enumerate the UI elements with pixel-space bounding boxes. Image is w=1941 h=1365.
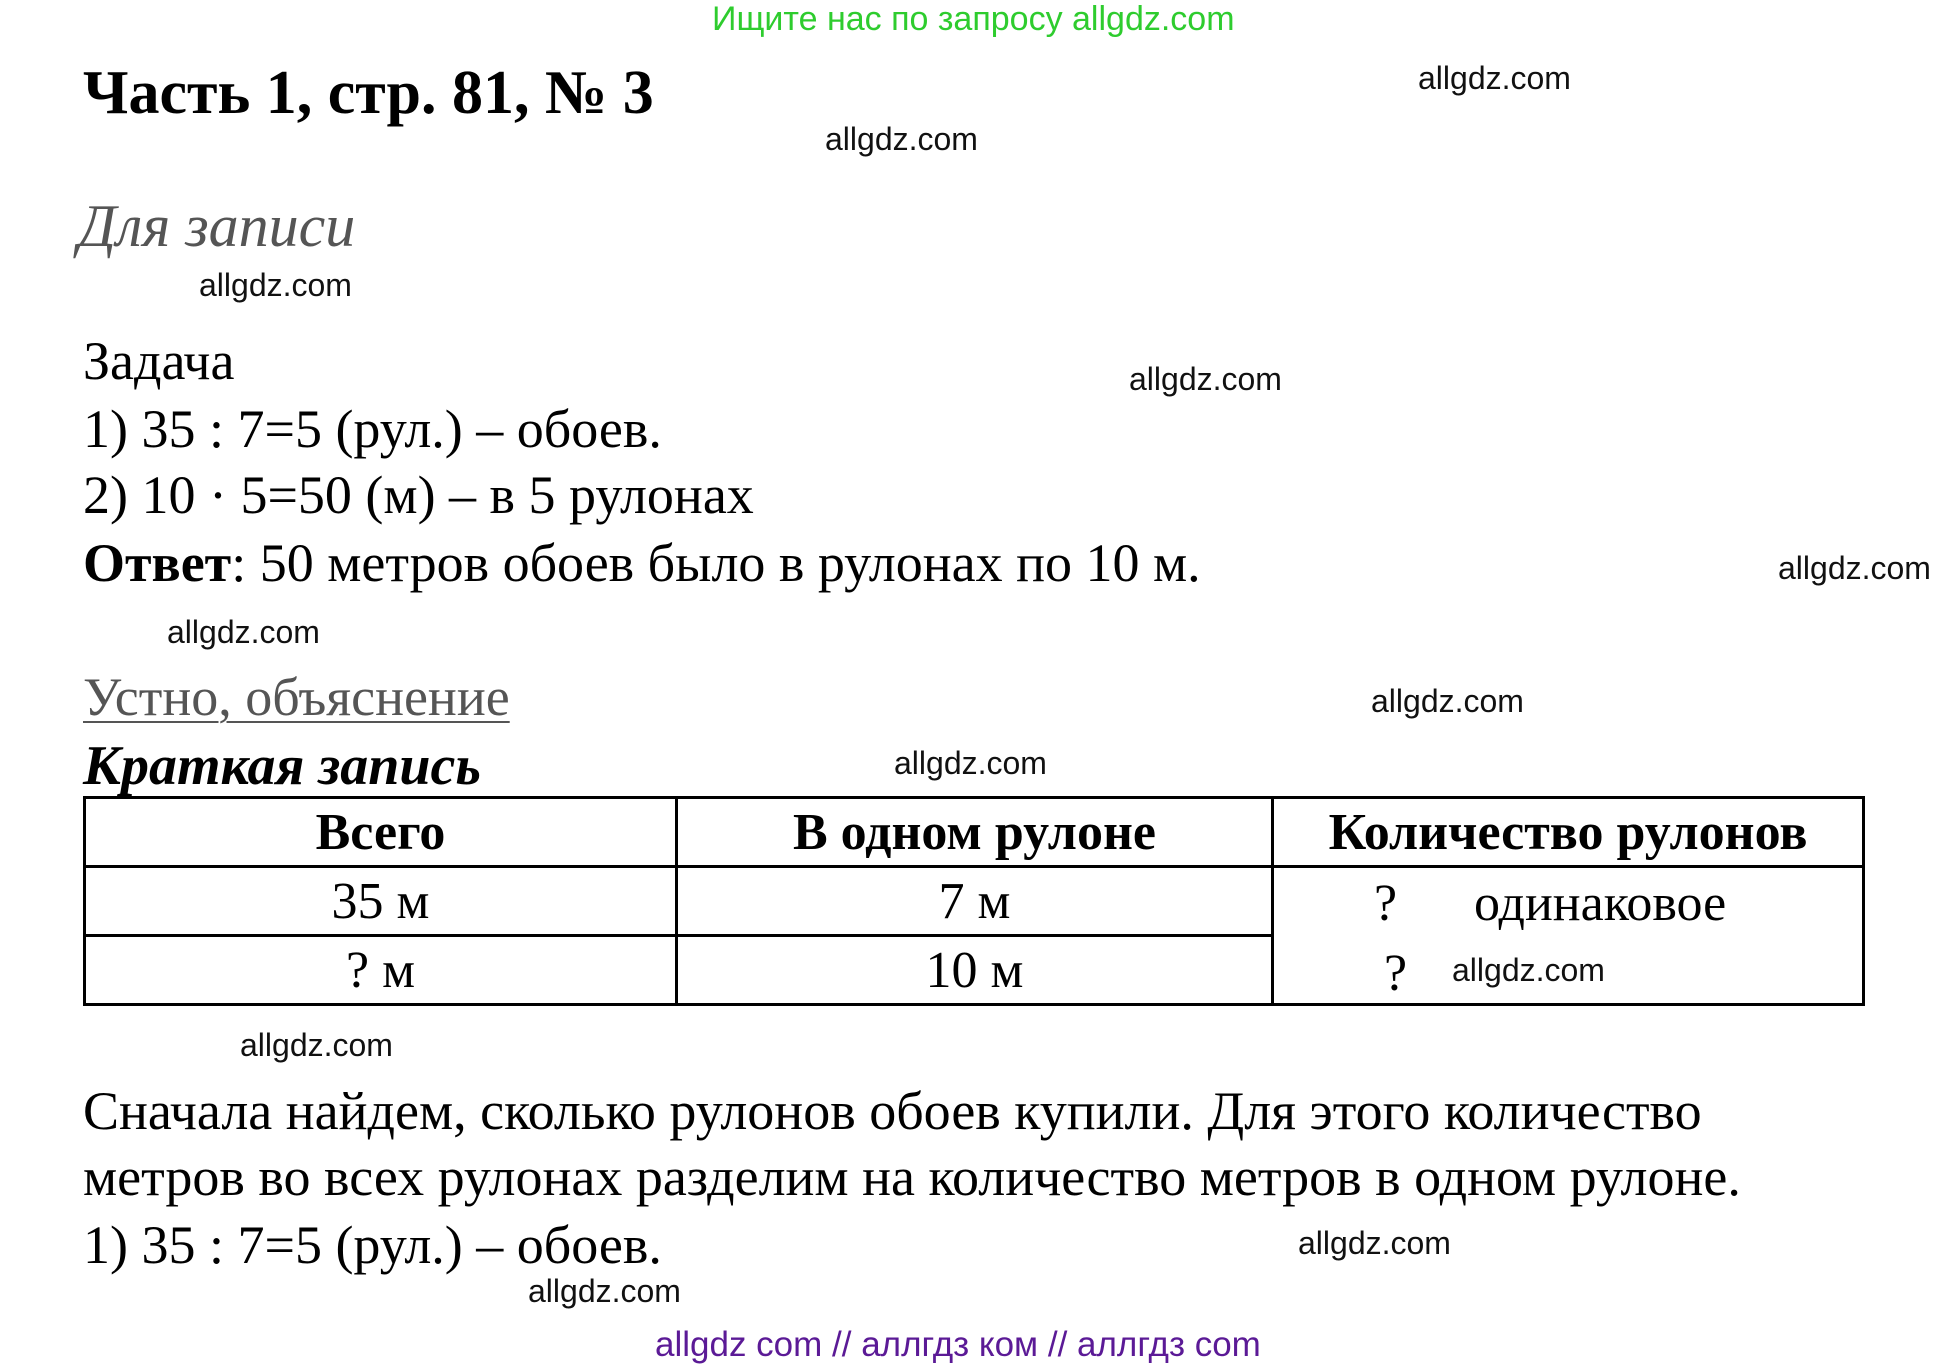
solution-step-2: 2) 10 · 5=50 (м) – в 5 рулонах <box>83 465 754 525</box>
watermark: allgdz.com <box>1129 361 1282 397</box>
roll-count-question-2: ? <box>1384 945 1408 1002</box>
header-total: Всего <box>85 798 677 867</box>
page-title: Часть 1, стр. 81, № 3 <box>83 59 654 127</box>
table-header-row <box>85 798 1864 867</box>
short-record-table <box>83 796 1865 1006</box>
watermark: allgdz.com <box>1371 683 1524 719</box>
cell-roll-count <box>1273 867 1864 1005</box>
cell-total-2: ? м <box>85 936 677 1005</box>
explanation-line-1: Сначала найдем, сколько рулонов обоев купили. Для этого количество <box>83 1081 1702 1141</box>
watermark: allgdz.com <box>199 267 352 303</box>
header-per-roll: В одном рулоне <box>677 798 1273 867</box>
footer-links: allgdz com // аллгдз ком // аллгдз com <box>655 1325 1261 1364</box>
task-label: Задача <box>83 331 235 391</box>
watermark: allgdz.com <box>528 1273 681 1309</box>
oral-explanation-heading: Устно, объяснение <box>83 667 510 727</box>
watermark: allgdz.com <box>1778 550 1931 586</box>
roll-count-question-1: ? <box>1374 875 1398 932</box>
top-banner: Ищите нас по запросу allgdz.com <box>712 0 1235 38</box>
explanation-line-3: 1) 35 : 7=5 (рул.) – обоев. <box>83 1215 662 1275</box>
short-record-heading: Краткая запись <box>83 735 481 797</box>
cell-total-1: 35 м <box>85 867 677 936</box>
watermark: allgdz.com <box>240 1027 393 1063</box>
for-record-heading: Для записи <box>78 193 356 259</box>
watermark: allgdz.com <box>167 614 320 650</box>
roll-count-same: одинаковое <box>1474 875 1727 932</box>
table-row <box>85 867 1864 936</box>
watermark: allgdz.com <box>894 745 1047 781</box>
watermark: allgdz.com <box>1298 1225 1451 1261</box>
cell-per-roll-1: 7 м <box>677 867 1273 936</box>
watermark: allgdz.com <box>1418 60 1571 96</box>
answer-text: : 50 метров обоев было в рулонах по 10 м. <box>231 533 1201 593</box>
cell-per-roll-2: 10 м <box>677 936 1273 1005</box>
solution-step-1: 1) 35 : 7=5 (рул.) – обоев. <box>83 399 662 459</box>
watermark: allgdz.com <box>825 121 978 157</box>
explanation-line-2: метров во всех рулонах разделим на количество метров в одном рулоне. <box>83 1147 1741 1207</box>
answer-line <box>83 532 1201 594</box>
header-roll-count: Количество рулонов <box>1273 798 1864 867</box>
answer-label: Ответ <box>83 533 232 593</box>
watermark: allgdz.com <box>1452 952 1605 988</box>
